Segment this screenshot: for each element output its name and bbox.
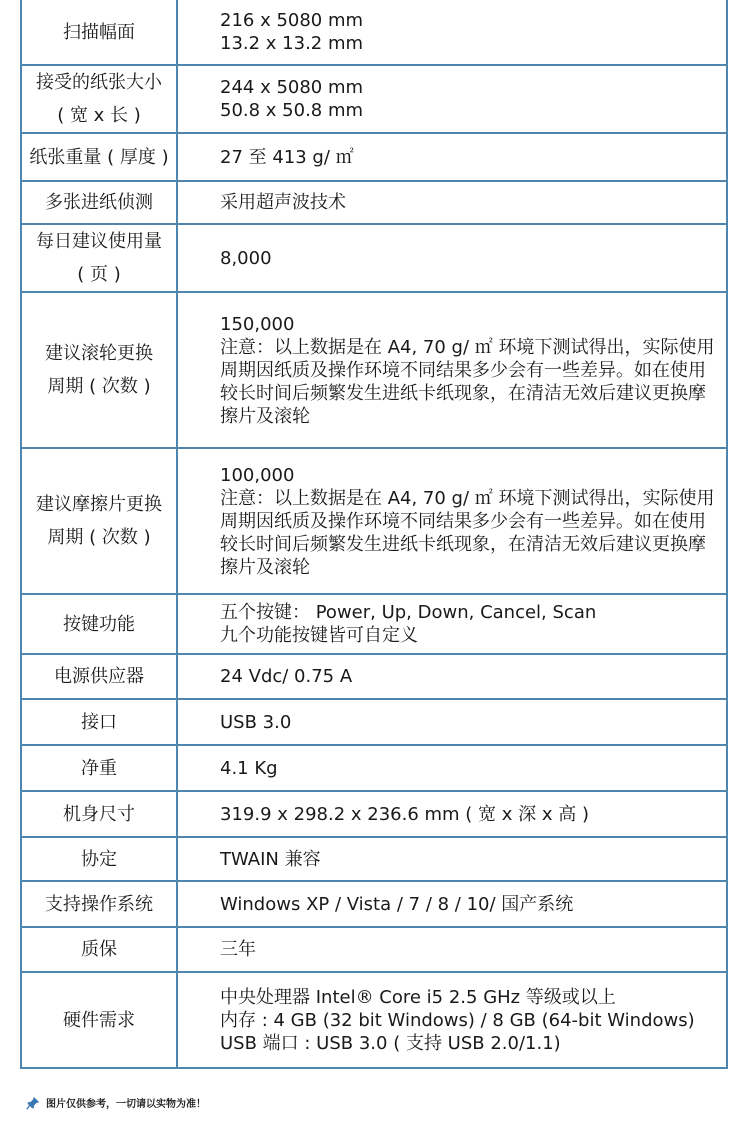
- spec-row: [21, 133, 727, 181]
- spec-label-line: 协定: [81, 848, 117, 870]
- spec-value-line: Windows XP / Vista / 7 / 8 / 10/ 国产系统: [220, 893, 574, 915]
- spec-value-line: 319.9 x 298.2 x 236.6 mm ( 宽 x 深 x 高 ): [220, 803, 589, 825]
- spec-value-line: 内存 : 4 GB (32 bit Windows) / 8 GB (64-bit Windows): [220, 1009, 695, 1031]
- spec-value: [177, 791, 727, 837]
- spec-table-body: [21, 0, 727, 1068]
- spec-row: [21, 837, 727, 881]
- spec-label-line: 建议摩擦片更换: [36, 494, 162, 515]
- spec-label: [21, 972, 177, 1068]
- spec-row: [21, 181, 727, 224]
- spec-value: [177, 133, 727, 181]
- spec-row: [21, 699, 727, 745]
- spec-label-line: ( 宽 x 长 ): [57, 105, 141, 126]
- spec-value-line: 24 Vdc/ 0.75 A: [220, 666, 353, 687]
- spec-label-line: 机身尺寸: [63, 803, 135, 825]
- spec-label: [21, 292, 177, 448]
- spec-value: [177, 699, 727, 745]
- spec-value-line: 150,000: [220, 313, 295, 335]
- spec-label-line: 多张进纸侦测: [45, 192, 153, 213]
- spec-label-line: 周期 ( 次数 ): [47, 527, 151, 548]
- spec-value-line: 100,000: [220, 464, 295, 486]
- spec-value: [177, 65, 727, 133]
- spec-value-line: USB 3.0: [220, 711, 292, 733]
- spec-value-line: 216 x 5080 mm: [220, 10, 364, 31]
- spec-label-line: 周期 ( 次数 ): [47, 376, 151, 397]
- spec-value-line: 13.2 x 13.2 mm: [220, 33, 364, 54]
- spec-row: [21, 881, 727, 927]
- spec-label: [21, 181, 177, 224]
- spec-value-line: 244 x 5080 mm: [220, 77, 364, 98]
- spec-value-line: 注意：以上数据是在 A4, 70 g/ ㎡ 环境下测试得出，实际使用周期因纸质及操作环境不同结果多少会有一些差异。如在使用较长时间后频繁发生进纸卡纸现象，在清洁无效后建议更换摩擦片及滚轮: [220, 336, 715, 427]
- spec-label: [21, 881, 177, 927]
- spec-value: [177, 837, 727, 881]
- spec-value-line: 中央处理器 Intel® Core i5 2.5 GHz 等级或以上: [220, 986, 616, 1008]
- spec-value-line: 九个功能按键皆可自定义: [220, 625, 418, 646]
- spec-value: [177, 927, 727, 972]
- pushpin-icon: [26, 1096, 40, 1110]
- spec-label-line: ( 页 ): [77, 264, 121, 285]
- spec-label-line: 按键功能: [63, 613, 135, 635]
- spec-value: [177, 654, 727, 699]
- spec-row: [21, 791, 727, 837]
- spec-label-line: 接受的纸张大小: [36, 72, 162, 93]
- spec-value-line: 50.8 x 50.8 mm: [220, 100, 364, 121]
- spec-value-line: 三年: [220, 939, 256, 960]
- spec-label-line: 纸张重量 ( 厚度 ): [29, 146, 169, 168]
- spec-label-line: 质保: [81, 939, 117, 960]
- spec-value: [177, 745, 727, 791]
- spec-value-line: 4.1 Kg: [220, 757, 278, 779]
- spec-label: [21, 654, 177, 699]
- spec-label-line: 净重: [81, 757, 117, 779]
- spec-label: [21, 594, 177, 654]
- spec-value-line: 8,000: [220, 247, 272, 269]
- spec-value: [177, 448, 727, 594]
- spec-label: [21, 65, 177, 133]
- spec-value-line: 注意：以上数据是在 A4, 70 g/ ㎡ 环境下测试得出，实际使用周期因纸质及操作环境不同结果多少会有一些差异。如在使用较长时间后频繁发生进纸卡纸现象，在清洁无效后建议更换摩擦片及滚轮: [220, 487, 715, 578]
- spec-row: [21, 927, 727, 972]
- spec-label: [21, 133, 177, 181]
- spec-label: [21, 448, 177, 594]
- spec-label-line: 扫描幅面: [63, 21, 135, 43]
- spec-value-line: USB 端口 : USB 3.0 ( 支持 USB 2.0/1.1): [220, 1032, 561, 1054]
- spec-label: [21, 0, 177, 65]
- spec-value: [177, 181, 727, 224]
- spec-label-line: 接口: [81, 711, 117, 733]
- spec-value: [177, 0, 727, 65]
- footnote-text: 图片仅供参考，一切请以实物为准！: [46, 1099, 206, 1110]
- spec-value: [177, 292, 727, 448]
- spec-label: [21, 837, 177, 881]
- spec-value: [177, 594, 727, 654]
- spec-row: [21, 745, 727, 791]
- spec-value: [177, 972, 727, 1068]
- spec-label-line: 建议滚轮更换: [45, 343, 153, 364]
- spec-label-line: 每日建议使用量: [36, 231, 162, 252]
- spec-label-line: 电源供应器: [54, 666, 144, 687]
- spec-row: [21, 972, 727, 1068]
- spec-label: [21, 927, 177, 972]
- spec-label-line: 硬件需求: [63, 1009, 135, 1031]
- spec-value-line: 五个按键： Power, Up, Down, Cancel, Scan: [220, 602, 597, 623]
- spec-label: [21, 745, 177, 791]
- spec-table: [20, 0, 728, 1069]
- spec-label-line: 支持操作系统: [45, 893, 153, 915]
- spec-row: [21, 292, 727, 448]
- spec-label: [21, 791, 177, 837]
- spec-row: [21, 448, 727, 594]
- spec-value: [177, 881, 727, 927]
- spec-row: [21, 0, 727, 65]
- spec-row: [21, 594, 727, 654]
- spec-row: [21, 654, 727, 699]
- spec-value-line: 采用超声波技术: [220, 192, 346, 213]
- spec-value: [177, 224, 727, 292]
- spec-label: [21, 224, 177, 292]
- spec-row: [21, 65, 727, 133]
- spec-value-line: 27 至 413 g/ ㎡: [220, 146, 354, 168]
- spec-label: [21, 699, 177, 745]
- footnote: [26, 1095, 206, 1110]
- spec-value-line: TWAIN 兼容: [220, 848, 321, 870]
- spec-row: [21, 224, 727, 292]
